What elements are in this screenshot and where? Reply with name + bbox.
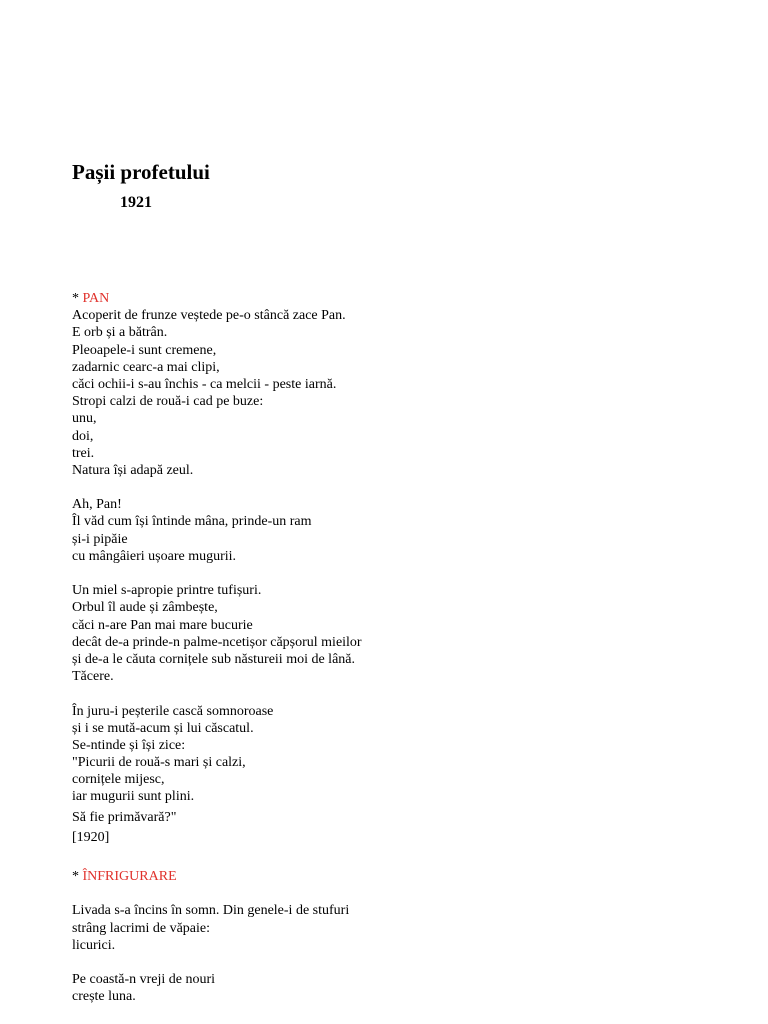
stanza-5 [72, 902, 712, 954]
verse-line: iar mugurii sunt plini. [72, 789, 195, 805]
verse-line-last: Să fie primăvară?" [72, 809, 177, 825]
verse-line: Natura își adapă zeul. [72, 462, 194, 478]
stanza-1 [72, 307, 712, 479]
verse-line: și-i pipăie [72, 531, 128, 547]
verse-line: Un miel s-apropie printre tufișuri. [72, 583, 262, 599]
verse-line: Pe coastă-n vreji de nouri [72, 972, 216, 988]
verse-line: zadarnic cearc-a mai clipi, [72, 359, 220, 375]
verse-line: Pleoapele-i sunt cremene, [72, 342, 217, 358]
verse-line: În juru-i peșterile cască somnoroase [72, 703, 274, 719]
stanza-2 [72, 496, 712, 565]
poem-content [72, 290, 712, 1006]
verse-line: licurici. [72, 937, 116, 953]
publication-year: 1921 [120, 194, 152, 211]
verse-line: Acoperit de frunze veștede pe-o stâncă zace Pan. [72, 308, 346, 324]
verse-line: Stropi calzi de rouă-i cad pe buze: [72, 394, 264, 410]
verse-line: căci ochii-i s-au închis - ca melcii - peste iarnă. [72, 376, 337, 392]
stanza-6 [72, 971, 712, 1005]
verse-line: Îl văd cum își întinde mâna, prinde-un ram [72, 514, 312, 530]
verse-line: trei. [72, 445, 95, 461]
stanza-4 [72, 703, 712, 806]
page-title: Pașii profetului [72, 160, 210, 184]
verse-line: "Picurii de rouă-s mari și calzi, [72, 755, 246, 771]
verse-line: Ah, Pan! [72, 497, 122, 513]
verse-line: Se-ntinde și își zice: [72, 737, 186, 753]
poem-date: [1920] [72, 829, 110, 845]
stanza-3 [72, 582, 712, 685]
verse-line: unu, [72, 411, 97, 427]
poem-heading-infrigurare [72, 868, 712, 885]
verse-line: cornițele mijesc, [72, 772, 165, 788]
poem-title-infrigurare: ÎNFRIGURARE [82, 869, 177, 884]
verse-line: și de-a le căuta cornițele sub năstureii moi de lână. [72, 651, 356, 667]
verse-line: și i se mută-acum și lui căscatul. [72, 720, 254, 736]
verse-line: Tăcere. [72, 669, 114, 685]
verse-line: strâng lacrimi de văpaie: [72, 920, 210, 936]
poem-title-pan: PAN [82, 291, 110, 306]
verse-line: Orbul îl aude și zâmbește, [72, 600, 218, 616]
poem-marker: * [72, 291, 83, 306]
verse-line: E orb și a bătrân. [72, 325, 168, 341]
verse-line: crește luna. [72, 989, 136, 1005]
verse-line: Livada s-a încins în somn. Din genele-i de stufuri [72, 903, 350, 919]
verse-line: cu mângâieri ușoare mugurii. [72, 548, 237, 564]
poem-heading-pan [72, 290, 712, 307]
verse-line: doi, [72, 428, 94, 444]
poem-marker: * [72, 869, 83, 884]
verse-line: decât de-a prinde-n palme-ncetișor căpșorul mieilor [72, 634, 362, 650]
verse-line: căci n-are Pan mai mare bucurie [72, 617, 253, 633]
